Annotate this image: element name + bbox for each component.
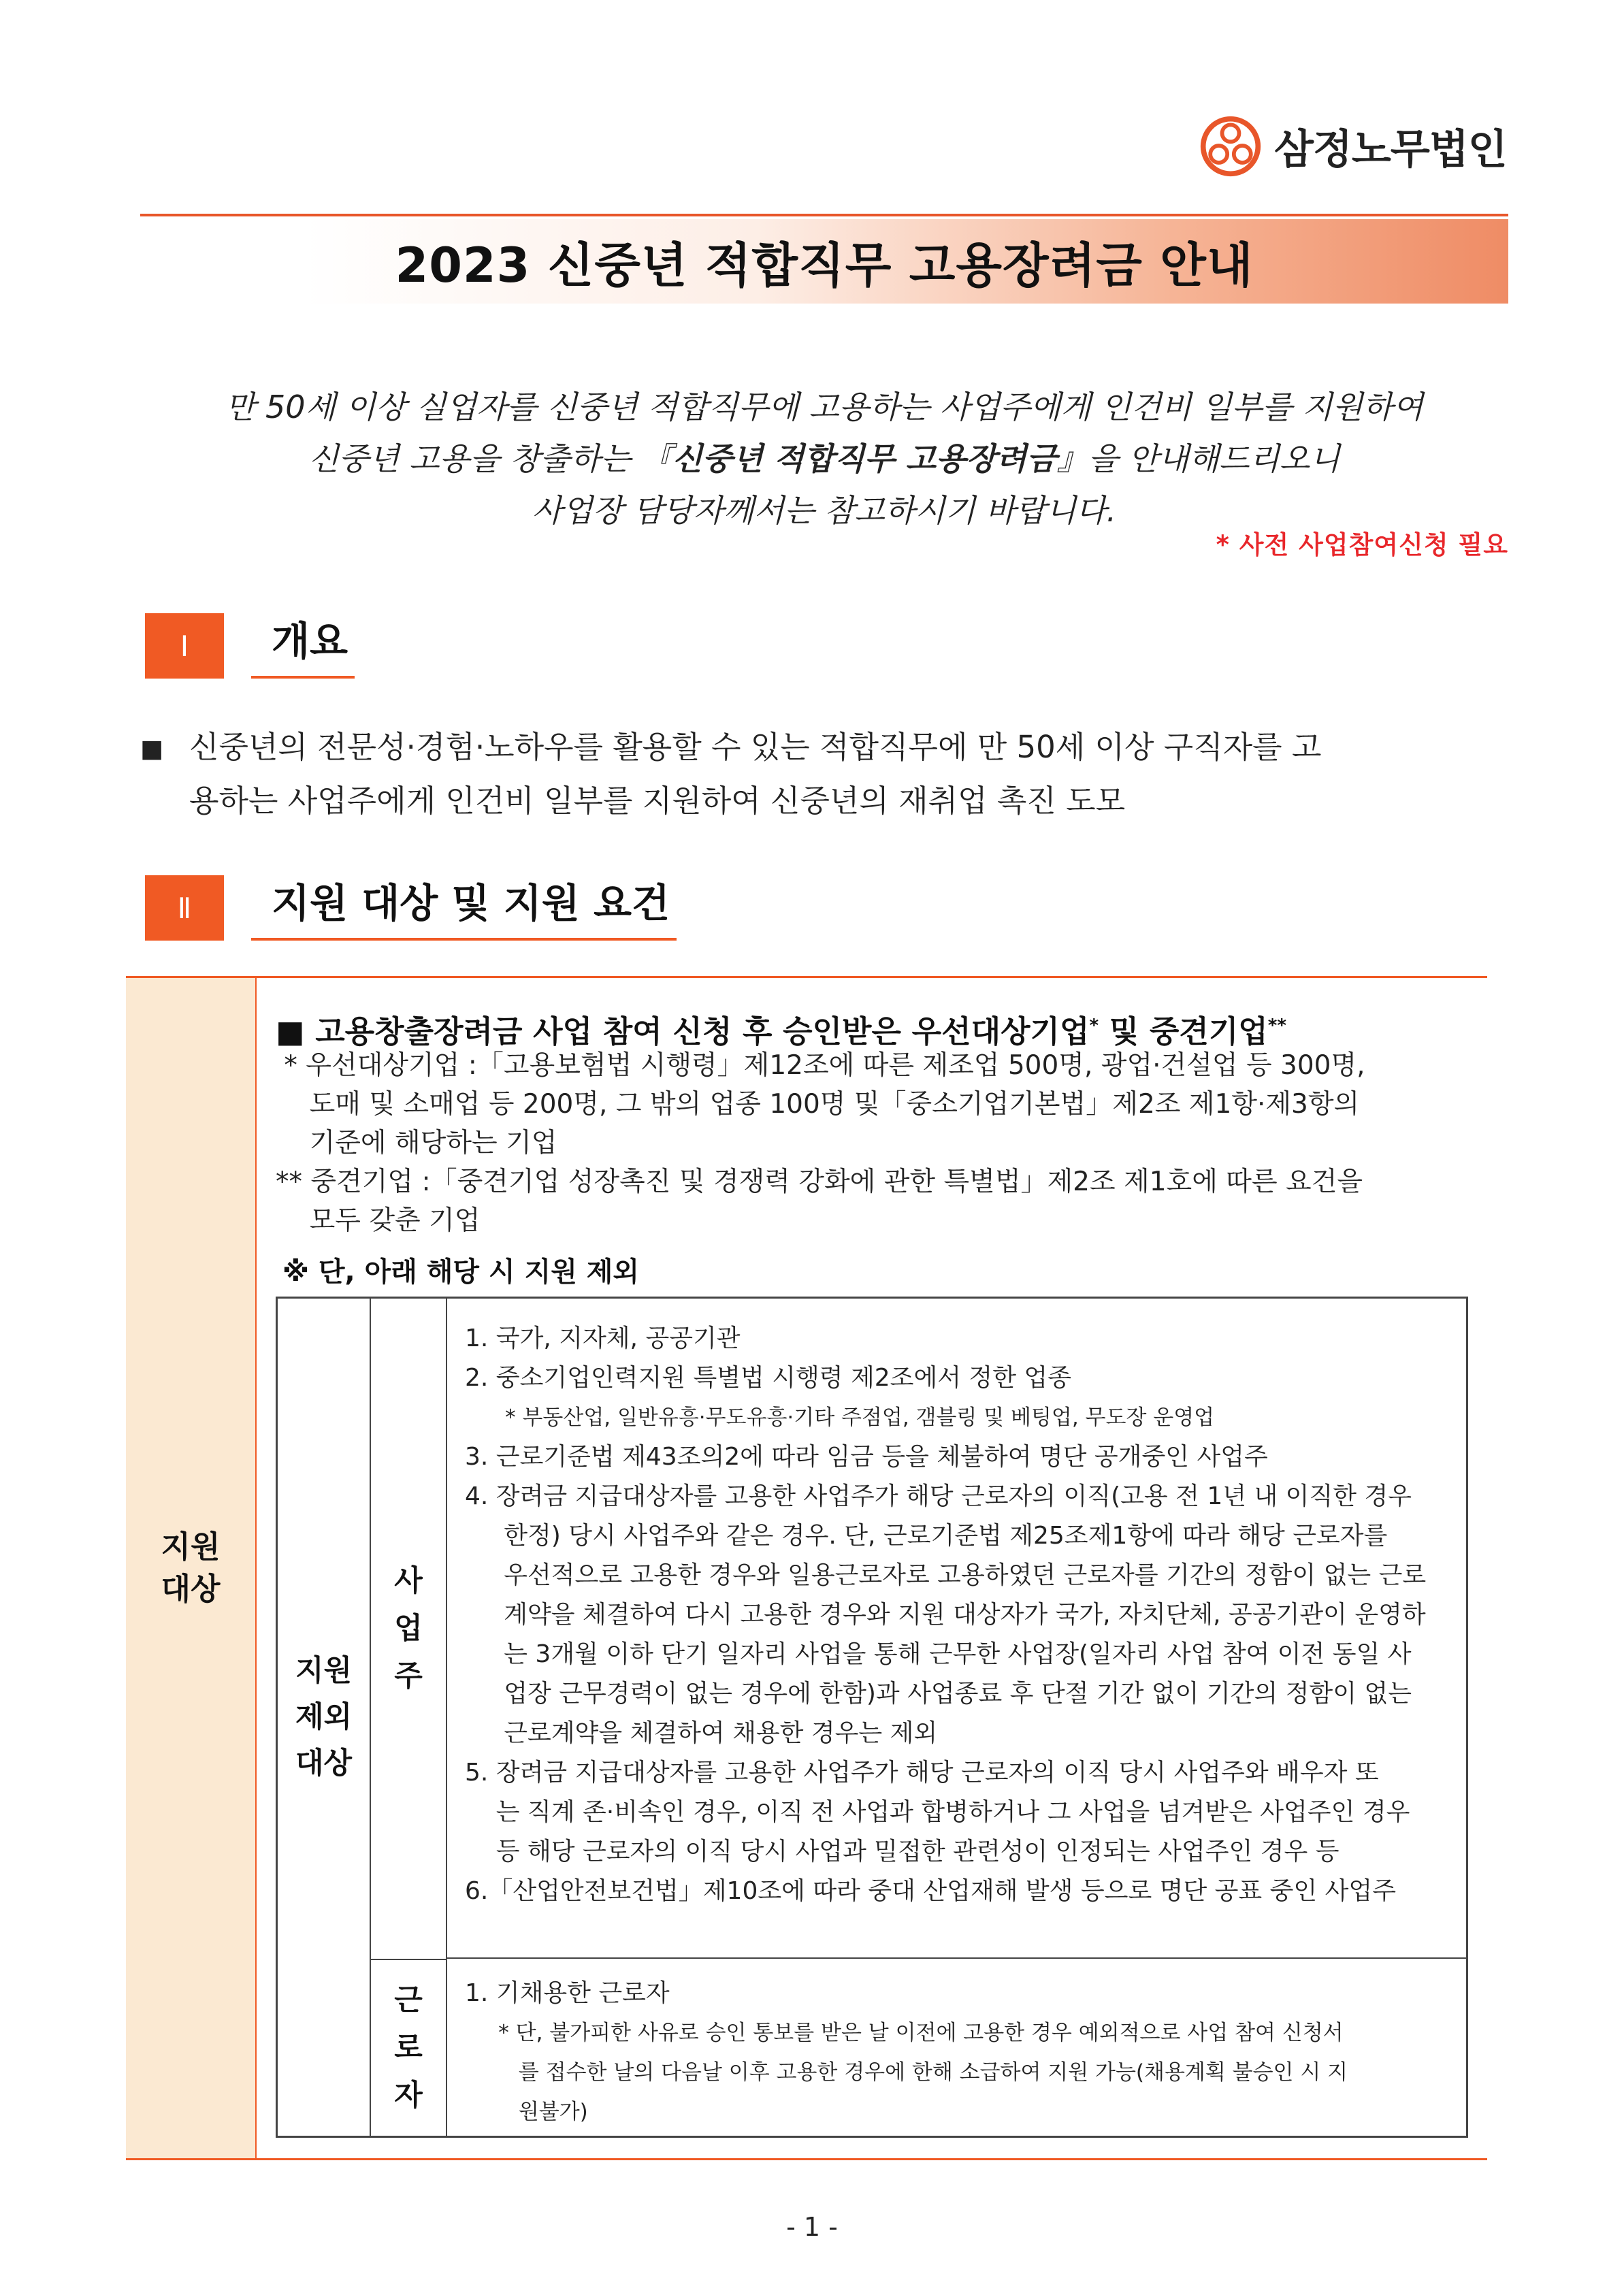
- section-2-title: 지원 대상 및 지원 요건: [251, 871, 677, 941]
- square-bullet-icon: ■: [140, 735, 164, 763]
- intro-paragraph: [140, 381, 1508, 536]
- definition-line: ** 중견기업 :「중견기업 성장촉진 및 경쟁력 강화에 관한 특별법」제2조 제1호에 따른 요건을: [276, 1167, 1363, 1197]
- employer-exclusion-item: 는 직계 존·비속인 경우, 이직 전 사업과 합병하거나 그 사업을 넘겨받은 사업주인 경우: [465, 1798, 1410, 1826]
- section-2-header: [145, 871, 677, 941]
- worker-exclusion-item: 를 접수한 날의 다음날 이후 고용한 경우에 한해 소급하여 지원 가능(채용계획 불승인 시 지: [465, 2060, 1348, 2085]
- employer-exclusion-item: 등 해당 근로자의 이직 당시 사업과 밀접한 관련성이 인정되는 사업주인 경우 등: [465, 1838, 1339, 1866]
- exclusion-title: ※ 단, 아래 해당 시 지원 제외: [282, 1256, 640, 1288]
- pre-application-note: * 사전 사업참여신청 필요: [1216, 530, 1508, 559]
- definition-line: 모두 갖춘 기업: [276, 1205, 481, 1236]
- eligible-companies-heading: ■ 고용창출장려금 사업 참여 신청 후 승인받은 우선대상기업* 및 중견기업**: [276, 1013, 1286, 1049]
- title-top-rule: [140, 214, 1508, 216]
- employer-exclusion-list: [447, 1299, 1466, 1959]
- row-label-cell: [126, 978, 257, 2158]
- employer-exclusion-item: 한정) 당시 사업주와 같은 경우. 단, 근로기준법 제25조제1항에 따라 해당 근로자를: [465, 1522, 1388, 1550]
- section-1-header: [145, 609, 355, 679]
- support-content-cell: [262, 978, 1487, 2158]
- support-target-table: [126, 976, 1487, 2160]
- logo-text: 삼정노무법인: [1274, 126, 1507, 174]
- worker-exclusion-item: * 단, 불가피한 사유로 승인 통보를 받은 날 이전에 고용한 경우 예외적으로 사업 참여 신청서: [465, 2021, 1344, 2045]
- worker-label: 근 로 자: [394, 1983, 423, 2113]
- employer-exclusion-item: 업장 근무경력이 없는 경우에 한함)과 사업종료 후 단절 기간 없이 기간의 정함이 없는: [465, 1680, 1412, 1708]
- employer-exclusion-item: 는 3개월 이하 단기 일자리 사업을 통해 근무한 사업장(일자리 사업 참여 이전 동일 사: [465, 1640, 1412, 1668]
- worker-exclusion-item: 원불가): [465, 2100, 588, 2124]
- employer-exclusion-item: 5. 장려금 지급대상자를 고용한 사업주가 해당 근로자의 이직 당시 사업주와 배우자 또: [465, 1759, 1379, 1787]
- exclusion-label: 지원 제외 대상: [295, 1654, 353, 1780]
- employer-exclusion-item: 4. 장려금 지급대상자를 고용한 사업주가 해당 근로자의 이직(고용 전 1년 내 이직한 경우: [465, 1482, 1412, 1510]
- page-number: - 1 -: [786, 2212, 838, 2242]
- overview-line-2: 용하는 사업주에게 인건비 일부를 지원하여 신중년의 재취업 촉진 도모: [189, 783, 1126, 819]
- worker-label-cell: [371, 1960, 447, 2136]
- section-1-number: Ⅰ: [145, 613, 224, 679]
- section-1-title: 개요: [251, 609, 355, 679]
- definition-line: 도매 및 소매업 등 200명, 그 밖의 업종 100명 및「중소기업기본법」제2조 제1항·제3항의: [276, 1089, 1360, 1120]
- worker-exclusion-list: [447, 1960, 1466, 2136]
- exclusion-label-cell: [278, 1299, 371, 2136]
- employer-exclusion-item: 1. 국가, 지자체, 공공기관: [465, 1324, 741, 1352]
- employer-label: 사 업 주: [394, 1564, 423, 1693]
- intro-line-2: 신중년 고용을 창출하는 『신중년 적합직무 고용장려금』을 안내해드리오니: [308, 440, 1340, 477]
- program-name: 신중년 적합직무 고용장려금: [672, 440, 1057, 477]
- employer-exclusion-item: 계약을 체결하여 다시 고용한 경우와 지원 대상자가 국가, 자치단체, 공공기관이 운영하: [465, 1601, 1426, 1629]
- employer-exclusion-item: 근로계약을 체결하여 채용한 경우는 제외: [465, 1719, 938, 1747]
- definitions-list: [276, 1046, 1365, 1240]
- page-title: 2023 신중년 적합직무 고용장려금 안내: [395, 237, 1254, 293]
- employer-exclusion-item: 우선적으로 고용한 경우와 일용근로자로 고용하였던 근로자를 기간의 정함이 없는 근로: [465, 1561, 1427, 1589]
- overview-text: [140, 721, 1515, 827]
- section-2-number: Ⅱ: [145, 875, 224, 941]
- employer-exclusion-item: 2. 중소기업인력지원 특별법 시행령 제2조에서 정한 업종: [465, 1364, 1071, 1392]
- company-logo: [1198, 109, 1507, 184]
- definition-line: 기준에 해당하는 기업: [276, 1128, 557, 1158]
- overview-line-1: ■ 신중년의 전문성·경험·노하우를 활용할 수 있는 적합직무에 만 50세 이상 구직자를 고: [140, 721, 1515, 775]
- intro-line-1: 만 50세 이상 실업자를 신중년 적합직무에 고용하는 사업주에게 인건비 일부를 지원하여: [225, 389, 1423, 425]
- definition-line: * 우선대상기업 :「고용보험법 시행령」제12조에 따른 제조업 500명, 광업·건설업 등 300명,: [276, 1050, 1365, 1081]
- row-label: 지원 대상: [161, 1529, 221, 1607]
- worker-exclusion-item: 1. 기채용한 근로자: [465, 1979, 670, 2007]
- employer-label-cell: [371, 1299, 447, 1960]
- title-banner: [140, 219, 1508, 304]
- intro-line-3: 사업장 담당자께서는 참고하시기 바랍니다.: [532, 492, 1117, 529]
- samjeong-logo-icon: [1198, 114, 1263, 179]
- employer-exclusion-item: 6.「산업안전보건법」제10조에 따라 중대 산업재해 발생 등으로 명단 공표 중인 사업주: [465, 1877, 1396, 1905]
- exclusion-table: [276, 1297, 1468, 2138]
- employer-exclusion-item: 3. 근로기준법 제43조의2에 따라 임금 등을 체불하여 명단 공개중인 사업주: [465, 1443, 1268, 1471]
- employer-exclusion-item: * 부동산업, 일반유흥·무도유흥·기타 주점업, 갬블링 및 베팅업, 무도장 운영업: [465, 1405, 1215, 1430]
